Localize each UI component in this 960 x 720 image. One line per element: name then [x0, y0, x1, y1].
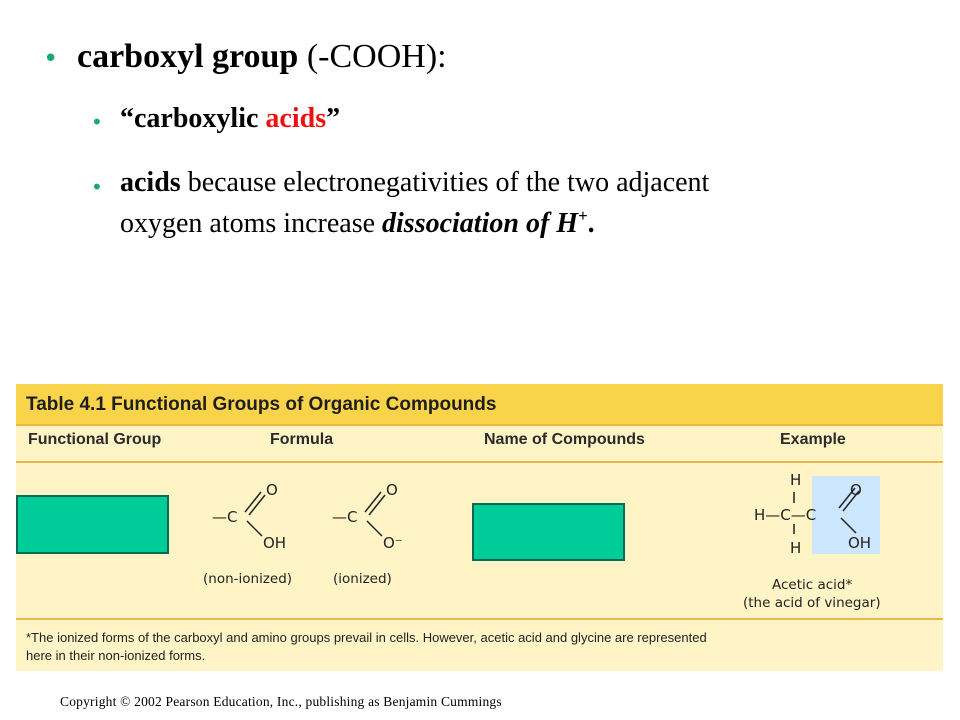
period: .: [587, 208, 595, 239]
bullet-icon: •: [43, 44, 59, 74]
divider: [16, 618, 943, 620]
superscript-plus: +: [578, 206, 588, 225]
explanation-line2: oxygen atoms increase: [120, 208, 383, 239]
footnote-line: here in their non-ionized forms.: [26, 648, 206, 663]
hydrogen-label: H: [790, 471, 802, 489]
close-quote: ”: [326, 103, 341, 134]
hydrogen-label: H: [790, 539, 802, 557]
functional-group-cover-box: [16, 495, 169, 554]
header-example: Example: [780, 431, 846, 448]
caption-non-ionized: (non-ionized): [203, 571, 293, 587]
example-caption: Acetic acid*: [772, 577, 853, 593]
divider: [16, 461, 943, 463]
table-footnote: [26, 629, 707, 665]
sub-bullet-carboxylic-acids: [120, 103, 340, 135]
footnote-line: *The ionized forms of the carboxyl and amino groups prevail in cells. However, acetic acid and glycine are represented: [26, 630, 707, 645]
sub-bullet-acids-line1: [120, 167, 709, 199]
example-caption-sub: (the acid of vinegar): [743, 595, 881, 611]
header-name-of-compounds: Name of Compounds: [484, 431, 645, 448]
compound-name-cover-box: [472, 503, 625, 561]
hydroxyl-label: OH: [848, 534, 872, 552]
divider: [16, 424, 943, 426]
oxygen-label: O: [850, 481, 862, 499]
carboxylic-word: carboxylic: [134, 103, 266, 134]
methyl-carbon-chain: H—C—C: [754, 506, 817, 524]
header-functional-group: Functional Group: [28, 431, 162, 448]
dissociation-phrase: dissociation of H: [382, 208, 579, 239]
oxygen-label: O: [266, 481, 278, 499]
oxide-anion-label: O⁻: [383, 534, 403, 552]
carbon-label: —C: [212, 508, 238, 526]
header-formula: Formula: [270, 431, 334, 448]
carbon-label: —C: [332, 508, 358, 526]
sub-bullet-acids-line2: [120, 208, 595, 240]
term-carboxyl-group: carboxyl group: [77, 38, 299, 75]
acids-bold: acids: [120, 167, 181, 198]
sub-bullet-icon: •: [91, 110, 103, 134]
acids-word: acids: [265, 103, 327, 134]
caption-ionized: (ionized): [333, 571, 392, 587]
table-title: Table 4.1 Functional Groups of Organic Compounds: [26, 394, 497, 415]
hydroxyl-label: OH: [263, 534, 287, 552]
functional-groups-table: [16, 384, 943, 671]
open-quote: “: [120, 103, 134, 134]
term-formula: (-COOH):: [298, 38, 447, 75]
sub-bullet-icon: •: [91, 175, 103, 199]
main-bullet-text: [77, 38, 447, 76]
copyright-notice: Copyright © 2002 Pearson Education, Inc., publishing as Benjamin Cummings: [60, 694, 502, 709]
explanation-line1: because electronegativities of the two adjacent: [180, 167, 710, 198]
oxygen-label: O: [386, 481, 398, 499]
